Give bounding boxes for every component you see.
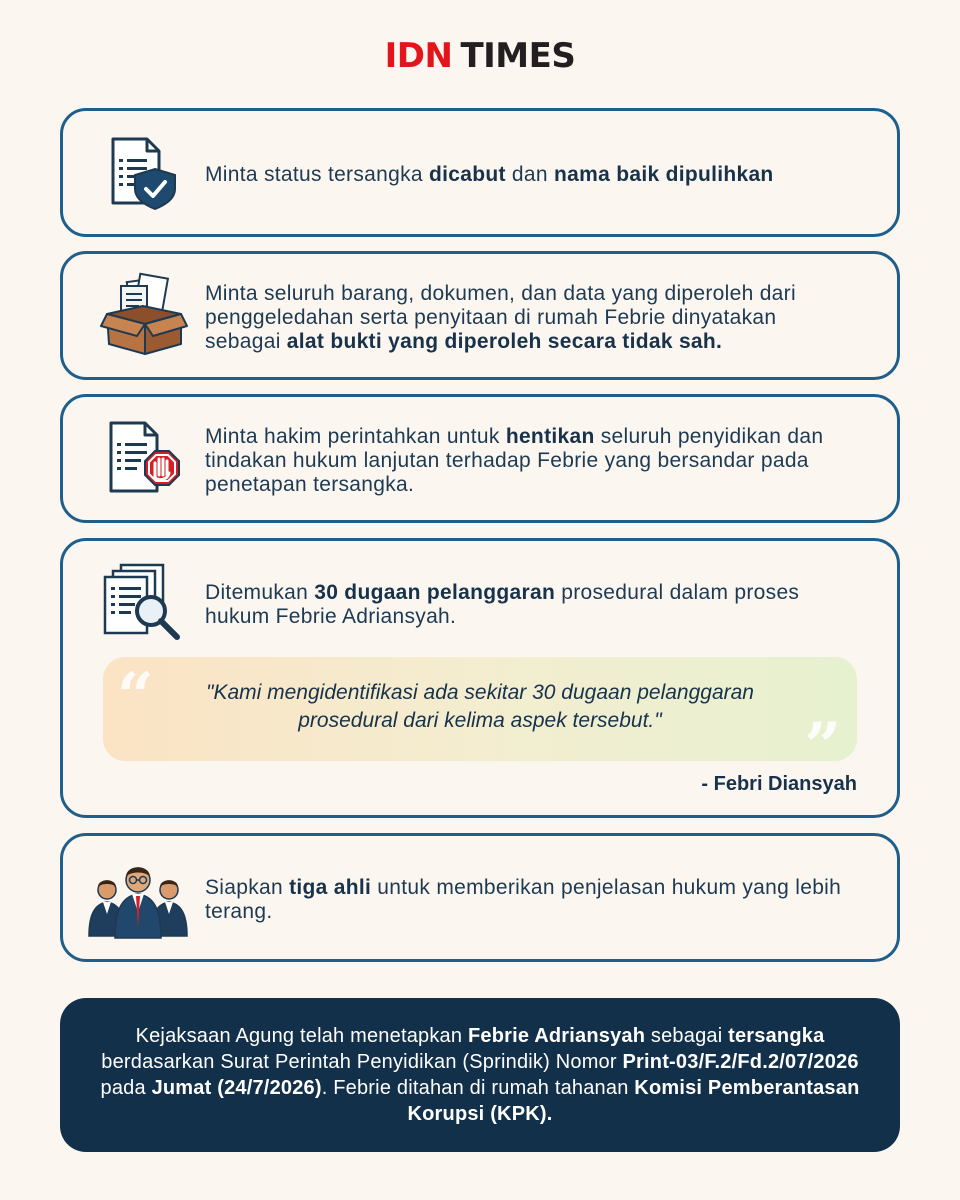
- text-run: Kejaksaan Agung telah menetapkan: [135, 1025, 468, 1047]
- card-3-text: [205, 425, 857, 497]
- document-shield-icon: [99, 129, 189, 219]
- bold-text-run: 30 dugaan pelanggaran: [314, 581, 556, 604]
- footer-text: [100, 1023, 860, 1127]
- text-run: untuk memberikan penjelasan hukum yang lebih terang.: [205, 876, 842, 923]
- brand-logo-idn: IDN: [384, 36, 453, 76]
- text-run: seluruh penyidikan dan tindakan hukum lanjutan terhadap Febrie yang bersandar pada penetapan tersangka.: [205, 425, 824, 496]
- bold-text-run: dicabut: [429, 163, 506, 186]
- open-quote-mark: “: [117, 659, 154, 734]
- text-run: Minta hakim perintahkan untuk: [205, 425, 506, 448]
- bold-text-run: Jumat (24/7/2026): [151, 1077, 322, 1099]
- text-run: prosedural dalam proses hukum Febrie Adriansyah.: [205, 581, 800, 628]
- bold-text-run: nama baik dipulihkan: [554, 163, 774, 186]
- card-4-text: [205, 581, 857, 629]
- text-run: Minta seluruh barang, dokumen, dan data yang diperoleh dari penggeledahan serta penyitaan di rumah Febrie dinyatakan sebagai: [205, 282, 796, 353]
- bold-text-run: Komisi Pemberantasan Korupsi (KPK).: [407, 1077, 860, 1125]
- box-documents-icon: [99, 270, 189, 360]
- text-run: dan: [505, 163, 555, 186]
- quote-text: "Kami mengidentifikasi ada sekitar 30 dugaan pelanggaran prosedural dari kelima aspek tersebut.": [206, 681, 754, 732]
- brand-logo: [0, 36, 960, 76]
- demand-card-3: [60, 394, 900, 523]
- text-run: berdasarkan Surat Perintah Penyidikan (Sprindik) Nomor: [101, 1051, 623, 1073]
- text-run: Minta status tersangka: [205, 163, 430, 186]
- card-5-text: [205, 876, 857, 924]
- bold-text-run: alat bukti yang diperoleh secara tidak sah.: [286, 330, 723, 353]
- documents-magnifier-icon: [99, 559, 189, 649]
- bold-text-run: tiga ahli: [289, 876, 372, 899]
- summary-footer: [60, 998, 900, 1152]
- close-quote-mark: ”: [804, 709, 841, 784]
- text-run: pada: [100, 1077, 152, 1099]
- text-run: Siapkan: [205, 876, 290, 899]
- card-1-text: [205, 163, 857, 187]
- text-run: Ditemukan: [205, 581, 315, 604]
- demand-card-2: [60, 251, 900, 380]
- document-stop-icon: [99, 415, 189, 505]
- card-2-text: [205, 282, 857, 354]
- brand-logo-times: TIMES: [460, 36, 576, 76]
- demand-card-5: [60, 833, 900, 962]
- quote-attribution: - Febri Diansyah: [701, 773, 857, 795]
- demand-card-4: [60, 538, 900, 818]
- bold-text-run: hentikan: [505, 425, 595, 448]
- text-run: . Febrie ditahan di rumah tahanan: [321, 1077, 635, 1099]
- three-experts-icon: [83, 856, 193, 946]
- bold-text-run: tersangka: [728, 1025, 825, 1047]
- text-run: sebagai: [645, 1025, 729, 1047]
- demand-card-1: [60, 108, 900, 237]
- bold-text-run: Febrie Adriansyah: [467, 1025, 646, 1047]
- bold-text-run: Print-03/F.2/Fd.2/07/2026: [622, 1051, 859, 1073]
